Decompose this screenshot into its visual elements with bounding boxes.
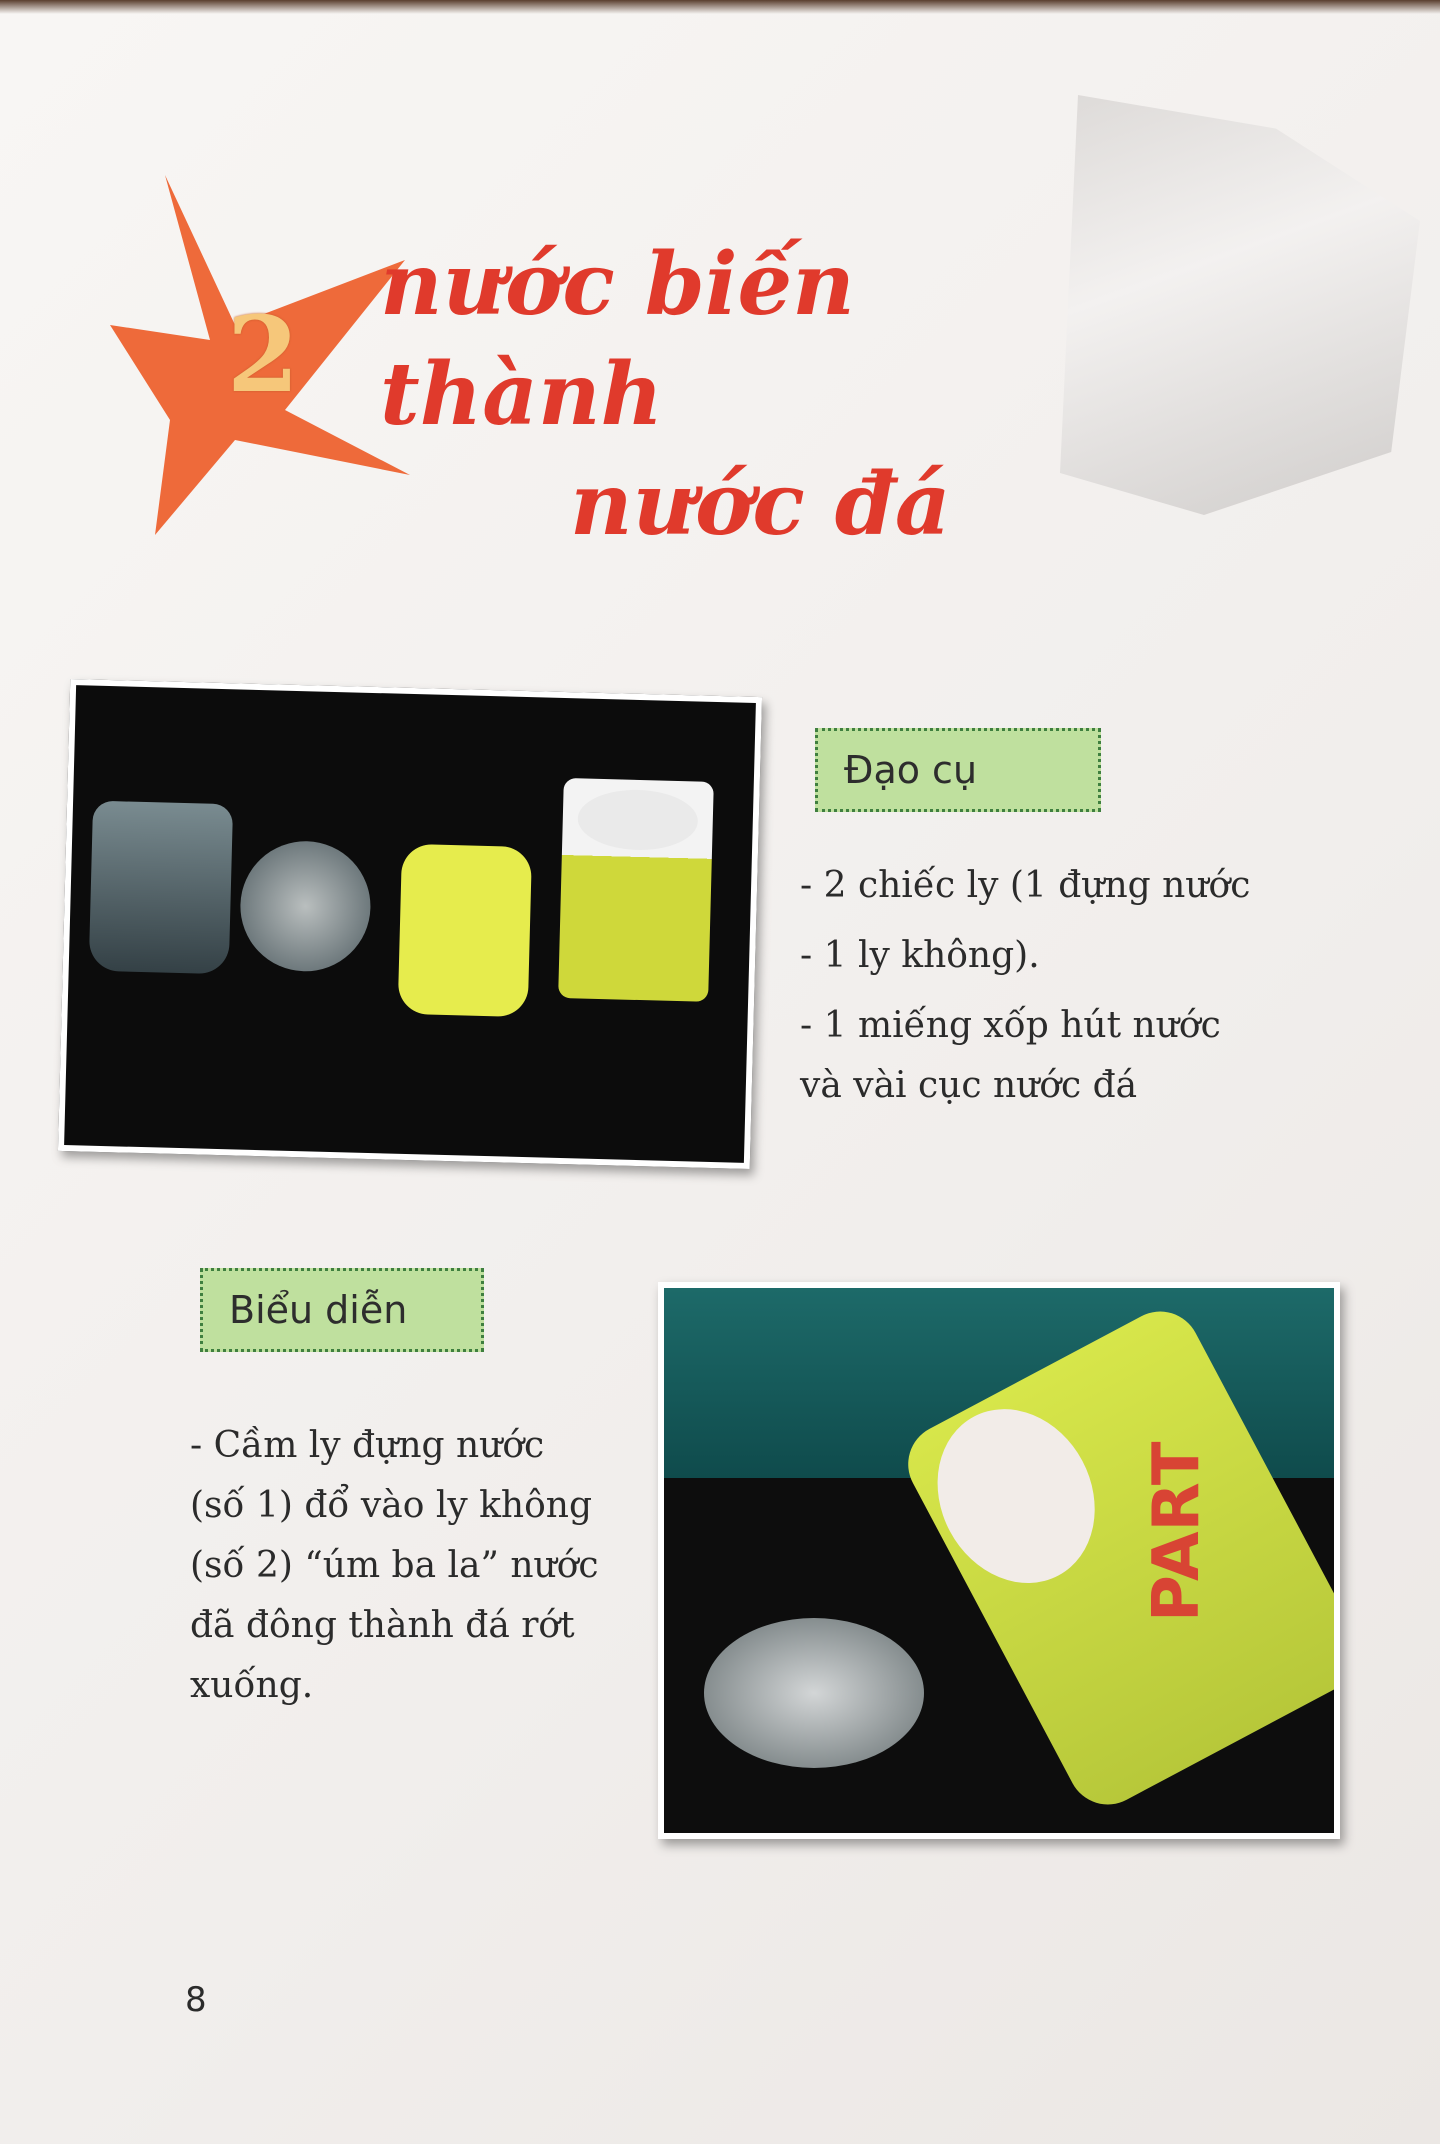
props-photo [58,679,762,1169]
glass-dish-with-ice [704,1618,924,1768]
performance-line: đã đông thành đá rớt [190,1605,575,1646]
performance-label: Biểu diễn [200,1268,484,1352]
props-list [800,856,1320,1126]
props-label: Đạo cụ [815,728,1101,812]
mug [558,778,714,1002]
title-line-2: nước đá [570,454,951,555]
props-item: và vài cục nước đá [800,1065,1138,1106]
water-glass [89,801,233,975]
page-title [380,230,1080,560]
performance-line: (số 1) đổ vào ly không [190,1485,593,1526]
props-item: - 2 chiếc ly (1 đựng nước [800,865,1251,906]
props-item: - 1 ly không). [800,935,1040,976]
performance-line: xuống. [190,1665,314,1706]
props-item: - 1 miếng xốp hút nước [800,1005,1221,1046]
page-top-shadow [0,0,1440,14]
performance-text [190,1416,630,1716]
section-number: 2 [226,293,300,416]
page-number: 8 [185,1980,207,2020]
performance-line: - Cầm ly đựng nước [190,1425,545,1466]
torn-paper-banner [1060,95,1420,515]
sponge [398,844,532,1017]
mug-print-text: PART [1140,1441,1215,1623]
title-line-1: nước biến thành [380,234,855,445]
performance-line: (số 2) “úm ba la” nước [190,1545,599,1586]
performance-photo [658,1282,1340,1839]
ice-glass [239,840,372,973]
